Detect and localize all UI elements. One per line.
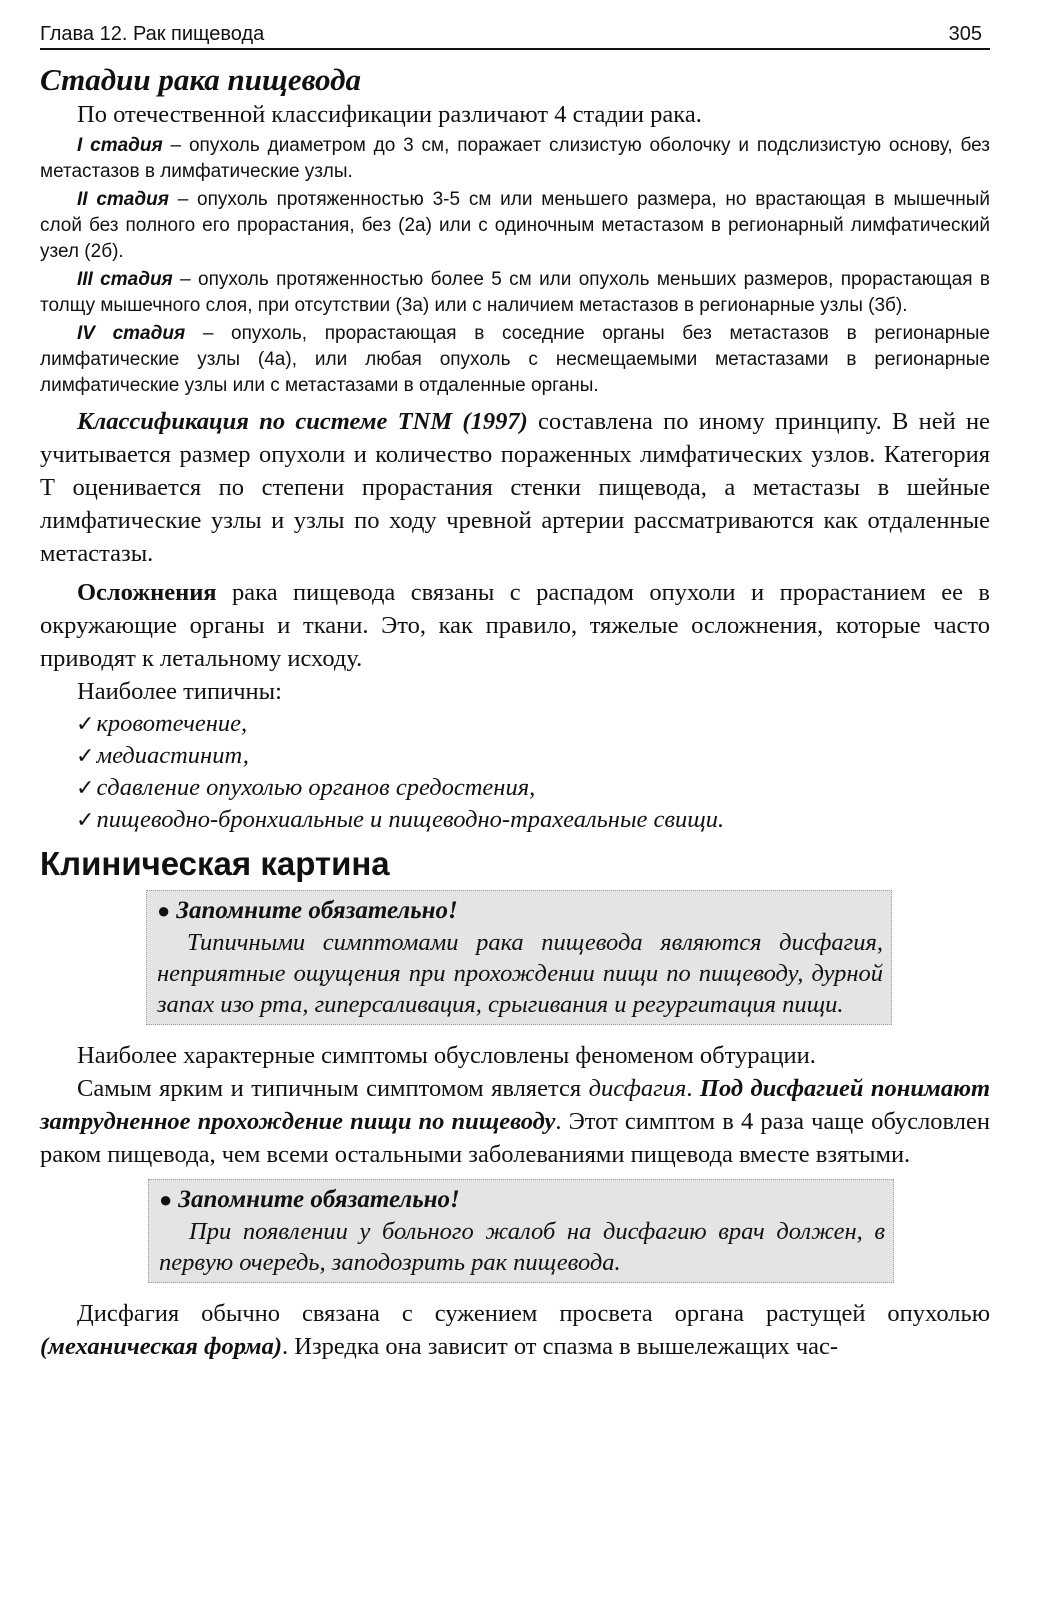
stage-label: I стадия [77, 135, 163, 156]
remember-note [148, 1179, 894, 1283]
typical-label: Наиболее типичны: [77, 678, 282, 705]
complications-lead: Осложнения [77, 579, 217, 606]
chapter-title: Глава 12. Рак пищевода [40, 23, 265, 45]
dysphagia-paragraph: Самым ярким и типичным симптомом является дисфагия. Под дисфагией понимают затрудненное прохождение пищи по пищеводу. Этот симптом в 4 раза чаще обусловлен раком пищевода, чем всеми остальными заболеваниями пищевода вместе взятыми. [40, 1075, 991, 1168]
list-item: ✓кровотечение, [76, 710, 248, 737]
note-heading: ● Запомните обязательно! [159, 1186, 460, 1213]
mechanical-paragraph: Дисфагия обычно связана с сужением просвета органа растущей опухолью (механическая форма). Изредка она зависит от спазма в вышележащих час- [40, 1300, 990, 1360]
check-icon: ✓ [76, 807, 95, 832]
list-item: ✓пищеводно-бронхиальные и пищеводно-трахеальные свищи. [76, 806, 725, 833]
stage-label: IV стадия [77, 323, 186, 344]
term-dysphagia: дисфагия [588, 1075, 687, 1102]
book-page [40, 18, 990, 1363]
note-body: При появлении у больного жалоб на дисфагию врач должен, в первую очередь, заподозрить рак пищевода. [159, 1218, 885, 1276]
complications-text: рака пищевода связаны с распадом опухоли и прорастанием ее в окружающие органы и ткани. Это, как правило, тяжелые осложнения, которые часто приводят к летальному исходу. [40, 579, 990, 672]
stage-4 [40, 321, 990, 399]
stage-text: – опухоль, прорастающая в соседние органы без метастазов в регионарные лимфатические узлы (4а), или любая опухоль с несмещаемыми метастазами в регионарные лимфатические узлы или с метастазами в отдаленные органы. [40, 323, 990, 396]
stages-intro: По отечественной классификации различают 4 стадии рака. [77, 101, 702, 128]
stage-2 [40, 187, 990, 265]
stage-label: III стадия [77, 269, 173, 290]
section-title-stages: Стадии рака пищевода [40, 62, 362, 97]
bullet-icon: ● [157, 898, 171, 923]
note-body: Типичными симптомами рака пищевода являются дисфагия, неприятные ощущения при прохождении пищи по пищеводу, дурной запах изо рта, гиперсаливация, срыгивания и регургитация пищи. [157, 929, 883, 1018]
stage-text: – опухоль диаметром до 3 см, поражает слизистую оболочку и подслизистую основу, без метастазов в лимфатические узлы. [40, 135, 990, 182]
tnm-text: составлена по иному принципу. В ней не учитывается размер опухоли и количество пораженных лимфатических узлов. Категория Т оценивается по степени прорастания стенки пищевода, а метастазы в шейные лимфатические узлы и узлы по ходу чревной артерии рассматриваются как отдаленные метастазы. [40, 408, 990, 567]
list-item: ✓сдавление опухолью органов средостения, [76, 774, 536, 801]
tnm-lead: Классификация по системе TNM (1997) [77, 408, 528, 435]
term-mechanical: (механическая форма) [40, 1333, 282, 1360]
check-icon: ✓ [76, 743, 95, 768]
complications-paragraph [40, 576, 990, 675]
remember-note [146, 890, 892, 1025]
section-title-clinical: Клиническая картина [40, 845, 390, 882]
symptoms-paragraph: Наиболее характерные симптомы обусловлены феноменом обтурации. [77, 1042, 816, 1069]
list-item: ✓медиастинит, [76, 742, 249, 769]
stage-text: – опухоль протяженностью 3-5 см или меньшего размера, но врастающая в мышечный слой без полного его прорастания, без (2а) или с одиночным метастазом в регионарный лимфатический узел (2б). [40, 189, 990, 262]
bullet-icon: ● [159, 1187, 173, 1212]
stage-3 [40, 267, 990, 319]
complications-list [40, 708, 990, 836]
check-icon: ✓ [76, 711, 95, 736]
dysphagia-definition: Под дисфагией понимают затрудненное прохождение пищи по пищеводу [40, 1075, 991, 1135]
stage-text: – опухоль протяженностью более 5 см или опухоль меньших размеров, прорастающая в толщу мышечного слоя, при отсутствии (3а) или с наличием метастазов в регионарные узлы (3б). [40, 269, 990, 316]
check-icon: ✓ [76, 775, 95, 800]
note-heading: ● Запомните обязательно! [157, 897, 458, 924]
page-number: 305 [948, 23, 982, 45]
stage-label: II стадия [77, 189, 169, 210]
stage-1 [40, 133, 990, 185]
tnm-paragraph [40, 405, 990, 570]
running-header [40, 18, 990, 50]
